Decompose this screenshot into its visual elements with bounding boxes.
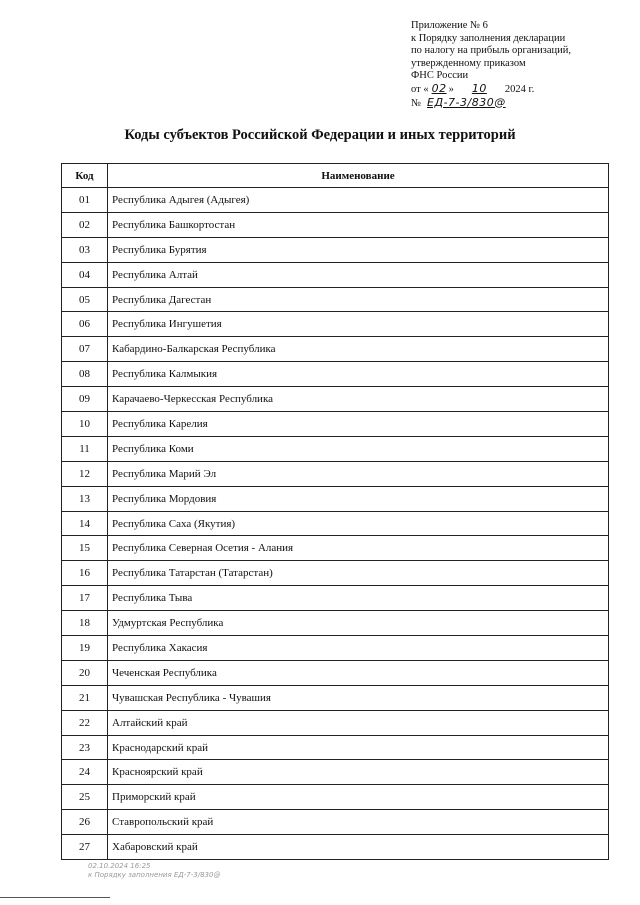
document-stamp: [88, 862, 220, 880]
region-name: Республика Саха (Якутия): [108, 511, 609, 536]
appendix-line-3: по налогу на прибыль организаций,: [411, 45, 571, 57]
order-date-line: [411, 83, 631, 97]
region-name: Республика Тыва: [108, 586, 609, 611]
stamp-line-1: 02.10.2024 16:25: [88, 862, 151, 870]
header-name: Наименование: [108, 164, 609, 188]
region-code: 12: [62, 461, 108, 486]
table-row: [62, 760, 609, 785]
table-row: [62, 611, 609, 636]
table-row: [62, 636, 609, 661]
region-code: 26: [62, 810, 108, 835]
table-row: [62, 586, 609, 611]
page-title: Коды субъектов Российской Федерации и иных территорий: [124, 127, 516, 143]
table-row: [62, 212, 609, 237]
regions-table: [61, 163, 609, 860]
region-name: Республика Коми: [108, 436, 609, 461]
table-row: [62, 710, 609, 735]
handwritten-order-number: ЕД-7-3/830@: [427, 95, 506, 109]
region-name: Чувашская Республика - Чувашия: [108, 685, 609, 710]
region-code: 13: [62, 486, 108, 511]
region-name: Кабардино-Балкарская Республика: [108, 337, 609, 362]
footer-divider: [0, 897, 110, 898]
table-row: [62, 660, 609, 685]
table-row: [62, 287, 609, 312]
table-body: [62, 188, 609, 860]
table-row: [62, 412, 609, 437]
table-row: [62, 735, 609, 760]
region-name: Республика Татарстан (Татарстан): [108, 561, 609, 586]
region-code: 24: [62, 760, 108, 785]
region-code: 18: [62, 611, 108, 636]
region-name: Удмуртская Республика: [108, 611, 609, 636]
table-row: [62, 312, 609, 337]
stamp-line-2: к Порядку заполнения ЕД-7-3/830@: [88, 871, 221, 879]
region-name: Республика Ингушетия: [108, 312, 609, 337]
date-year: 2024 г.: [504, 83, 535, 95]
region-code: 15: [62, 536, 108, 561]
region-name: Республика Калмыкия: [108, 362, 609, 387]
table-row: [62, 362, 609, 387]
region-name: Республика Алтай: [108, 262, 609, 287]
table-row: [62, 486, 609, 511]
region-code: 17: [62, 586, 108, 611]
region-name: Приморский край: [108, 785, 609, 810]
region-code: 08: [62, 362, 108, 387]
region-code: 14: [62, 511, 108, 536]
region-code: 20: [62, 660, 108, 685]
region-name: Чеченская Республика: [108, 660, 609, 685]
table-row: [62, 810, 609, 835]
table-header-row: [62, 164, 609, 188]
region-code: 27: [62, 835, 108, 860]
region-name: Алтайский край: [108, 710, 609, 735]
region-name: Ставропольский край: [108, 810, 609, 835]
table-row: [62, 835, 609, 860]
region-name: Республика Марий Эл: [108, 461, 609, 486]
handwritten-month: 10: [471, 81, 487, 95]
region-code: 22: [62, 710, 108, 735]
region-name: Республика Бурятия: [108, 237, 609, 262]
region-code: 09: [62, 387, 108, 412]
appendix-block: [411, 20, 631, 110]
region-code: 11: [62, 436, 108, 461]
region-name: Республика Северная Осетия - Алания: [108, 536, 609, 561]
region-code: 10: [62, 412, 108, 437]
region-code: 02: [62, 212, 108, 237]
table-row: [62, 561, 609, 586]
table-row: [62, 262, 609, 287]
region-code: 05: [62, 287, 108, 312]
region-code: 07: [62, 337, 108, 362]
region-name: Хабаровский край: [108, 835, 609, 860]
region-code: 19: [62, 636, 108, 661]
header-code: Код: [62, 164, 108, 188]
handwritten-day: 02: [431, 81, 447, 95]
region-code: 04: [62, 262, 108, 287]
table-row: [62, 461, 609, 486]
region-name: Республика Дагестан: [108, 287, 609, 312]
region-code: 16: [62, 561, 108, 586]
region-name: Республика Карелия: [108, 412, 609, 437]
region-name: Красноярский край: [108, 760, 609, 785]
region-code: 21: [62, 685, 108, 710]
number-prefix: №: [411, 97, 422, 109]
region-name: Республика Адыгея (Адыгея): [108, 188, 609, 213]
table-row: [62, 785, 609, 810]
appendix-line-4: утвержденному приказом: [411, 57, 526, 69]
date-mid: »: [448, 83, 454, 95]
table-row: [62, 337, 609, 362]
table-row: [62, 387, 609, 412]
region-code: 01: [62, 188, 108, 213]
table-row: [62, 685, 609, 710]
table-row: [62, 237, 609, 262]
region-code: 06: [62, 312, 108, 337]
appendix-line-2: к Порядку заполнения декларации: [411, 32, 566, 44]
table-row: [62, 536, 609, 561]
region-name: Республика Хакасия: [108, 636, 609, 661]
region-code: 25: [62, 785, 108, 810]
region-name: Краснодарский край: [108, 735, 609, 760]
order-number-line: [411, 97, 631, 111]
date-prefix: от «: [411, 83, 429, 95]
table-row: [62, 188, 609, 213]
table-row: [62, 511, 609, 536]
region-code: 03: [62, 237, 108, 262]
appendix-line-5: ФНС России: [411, 70, 469, 82]
table-row: [62, 436, 609, 461]
region-name: Республика Мордовия: [108, 486, 609, 511]
region-name: Республика Башкортостан: [108, 212, 609, 237]
region-code: 23: [62, 735, 108, 760]
appendix-line-1: Приложение № 6: [411, 20, 488, 31]
region-name: Карачаево-Черкесская Республика: [108, 387, 609, 412]
